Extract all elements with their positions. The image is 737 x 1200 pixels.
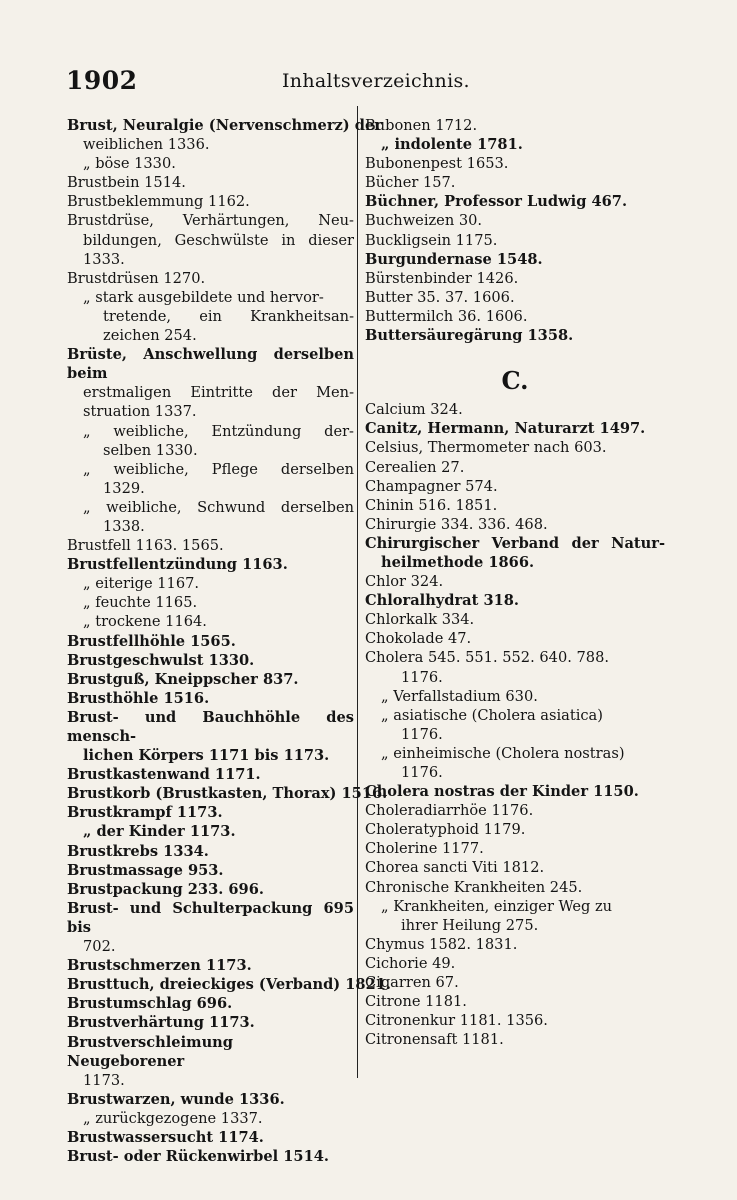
index-entry: Brustkorb (Brustkasten, Thorax) 1516. — [67, 785, 388, 803]
index-entry: Brustkastenwand 1171. — [67, 766, 261, 784]
index-entry: tretende, ein Krankheitsan- — [103, 307, 354, 325]
index-entry: Chlor 324. — [365, 573, 444, 591]
index-entry: 1176. — [401, 764, 443, 781]
index-entry: Brustkrebs 1334. — [67, 842, 209, 860]
index-entry: Brustverschleimung Neugeborener — [67, 1033, 233, 1070]
index-entry: selben 1330. — [103, 441, 198, 459]
index-entry: ihrer Heilung 275. — [401, 916, 539, 934]
index-entry: Cichorie 49. — [365, 954, 456, 972]
index-entry: 1338. — [103, 517, 145, 535]
index-entry: „ eiterige 1167. — [83, 575, 200, 593]
index-entry: Brusthöhle 1516. — [67, 689, 210, 707]
index-entry: Brustfellhöhle 1565. — [67, 632, 236, 650]
index-entry: Brustumschlag 696. — [67, 995, 233, 1013]
index-entry: Butter 35. 37. 1606. — [365, 288, 515, 306]
index-entry: Choleratyphoid 1179. — [365, 821, 526, 839]
section-letter-c: C. — [501, 366, 529, 396]
index-entry: Citronensaft 1181. — [365, 1031, 504, 1049]
index-entry: Brustgeschwulst 1330. — [67, 651, 255, 669]
index-entry: Brustbein 1514. — [67, 174, 186, 192]
index-entry: „ feuchte 1165. — [83, 594, 198, 612]
index-entry: Brustbeklemmung 1162. — [67, 193, 250, 211]
index-entry: zeichen 254. — [103, 327, 197, 345]
index-entry: 1333. — [83, 250, 125, 268]
column-divider — [357, 106, 358, 1078]
index-entry: Brustverhärtung 1173. — [67, 1014, 255, 1032]
index-entry: Brustschmerzen 1173. — [67, 957, 252, 975]
index-entry: Calcium 324. — [365, 401, 463, 419]
index-entry: Bürstenbinder 1426. — [365, 269, 519, 287]
index-entry: „ böse 1330. — [83, 155, 176, 173]
index-entry: Cerealien 27. — [365, 458, 465, 476]
index-entry: Chymus 1582. 1831. — [365, 935, 518, 953]
index-entry: „ zurückgezogene 1337. — [83, 1109, 263, 1127]
index-entry: 1173. — [83, 1071, 125, 1089]
index-entry: Brustpackung 233. 696. — [67, 880, 264, 898]
index-entry: Bubonenpest 1653. — [365, 155, 509, 173]
index-entry: Celsius, Thermometer nach 603. — [365, 439, 607, 457]
index-entry: Brustkrampf 1173. — [67, 804, 223, 822]
index-entry: Bubonen 1712. — [365, 117, 478, 134]
index-entry: „ weibliche, Entzündung der- — [83, 422, 354, 440]
index-entry: Cigarren 67. — [365, 974, 459, 992]
index-entry: Cholerine 1177. — [365, 840, 484, 858]
index-entry: Champagner 574. — [365, 477, 498, 495]
index-entry: bildungen, Geschwülste in dieser — [83, 231, 354, 249]
index-entry: Buckligsein 1175. — [365, 231, 498, 249]
index-entry: heilmethode 1866. — [381, 553, 535, 571]
index-entry: Chorea sancti Viti 1812. — [365, 859, 545, 877]
index-entry: Brust- oder Rückenwirbel 1514. — [67, 1148, 329, 1166]
index-entry: Chirurgie 334. 336. 468. — [365, 515, 548, 533]
index-entry: Buchweizen 30. — [365, 212, 483, 230]
index-entry: 1176. — [401, 668, 443, 686]
index-entry: 702. — [83, 938, 116, 956]
index-entry: „ stark ausgebildete und hervor- — [83, 288, 324, 306]
index-entry: Brustfell 1163. 1565. — [67, 537, 224, 555]
index-entry: Cholera 545. 551. 552. 640. 788. — [365, 649, 609, 667]
index-entry: Chinin 516. 1851. — [365, 496, 498, 514]
index-entry: Choleradiarrhöe 1176. — [365, 802, 534, 820]
index-entry: Cholera nostras der Kinder 1150. — [365, 783, 639, 801]
index-entry: Brust- und Schulterpackung 695 bis — [67, 899, 354, 936]
index-entry: Brustdrüse, Verhärtungen, Neu- — [67, 212, 354, 230]
index-entry: Chirurgischer Verband der Natur- — [365, 534, 665, 552]
index-entry: „ der Kinder 1173. — [83, 823, 236, 841]
running-head: Inhaltsverzeichnis. — [282, 70, 470, 92]
index-entry: Chloralhydrat 318. — [365, 592, 519, 610]
index-entry: Brustguß, Kneippscher 837. — [67, 670, 299, 688]
index-entry: Canitz, Hermann, Naturarzt 1497. — [365, 420, 646, 438]
index-entry: Chronische Krankheiten 245. — [365, 878, 583, 896]
index-entry: Chokolade 47. — [365, 630, 472, 648]
index-entry: „ trockene 1164. — [83, 613, 207, 631]
index-column-left — [67, 116, 391, 1166]
index-entry: Brust, Neuralgie (Nervenschmerz) der — [67, 117, 382, 134]
index-entry: „ Verfallstadium 630. — [381, 687, 538, 705]
index-entry: „ Krankheiten, einziger Weg zu — [381, 897, 613, 915]
index-entry: weiblichen 1336. — [83, 136, 210, 154]
index-entry: „ asiatische (Cholera asiatica) — [381, 706, 603, 724]
index-entry: struation 1337. — [83, 403, 197, 421]
index-entry: „ indolente 1781. — [381, 136, 523, 154]
index-entry: „ einheimische (Cholera nostras) — [381, 744, 625, 762]
index-entry: Buttersäuregärung 1358. — [365, 327, 574, 345]
index-entry: Citronenkur 1181. 1356. — [365, 1012, 548, 1030]
index-entry: Brustwarzen, wunde 1336. — [67, 1090, 285, 1108]
index-entry: 1176. — [401, 725, 443, 743]
index-entry: Büchner, Professor Ludwig 467. — [365, 193, 628, 211]
index-entry: Brustdrüsen 1270. — [67, 269, 206, 287]
index-entry: 1329. — [103, 479, 145, 497]
index-entry: erstmaligen Eintritte der Men- — [83, 384, 354, 402]
index-entry: Brust- und Bauchhöhle des mensch- — [67, 708, 354, 745]
index-entry: Chlorkalk 334. — [365, 611, 475, 629]
index-entry: lichen Körpers 1171 bis 1173. — [83, 747, 330, 765]
index-entry: Brustfellentzündung 1163. — [67, 556, 288, 574]
index-column-right — [365, 116, 665, 1049]
index-entry: Bücher 157. — [365, 174, 456, 192]
index-entry: Brüste, Anschwellung derselben beim — [67, 346, 354, 383]
index-entry: Brustmassage 953. — [67, 861, 224, 879]
index-entry: Burgundernase 1548. — [365, 250, 543, 268]
index-entry: Buttermilch 36. 1606. — [365, 307, 528, 325]
index-entry: Brusttuch, dreieckiges (Verband) 1821. — [67, 976, 391, 994]
index-entry: „ weibliche, Schwund derselben — [83, 498, 354, 516]
page-number: 1902 — [66, 66, 138, 95]
index-entry: Brustwassersucht 1174. — [67, 1128, 264, 1146]
index-entry: Citrone 1181. — [365, 993, 467, 1011]
index-entry: „ weibliche, Pflege derselben — [83, 460, 354, 478]
